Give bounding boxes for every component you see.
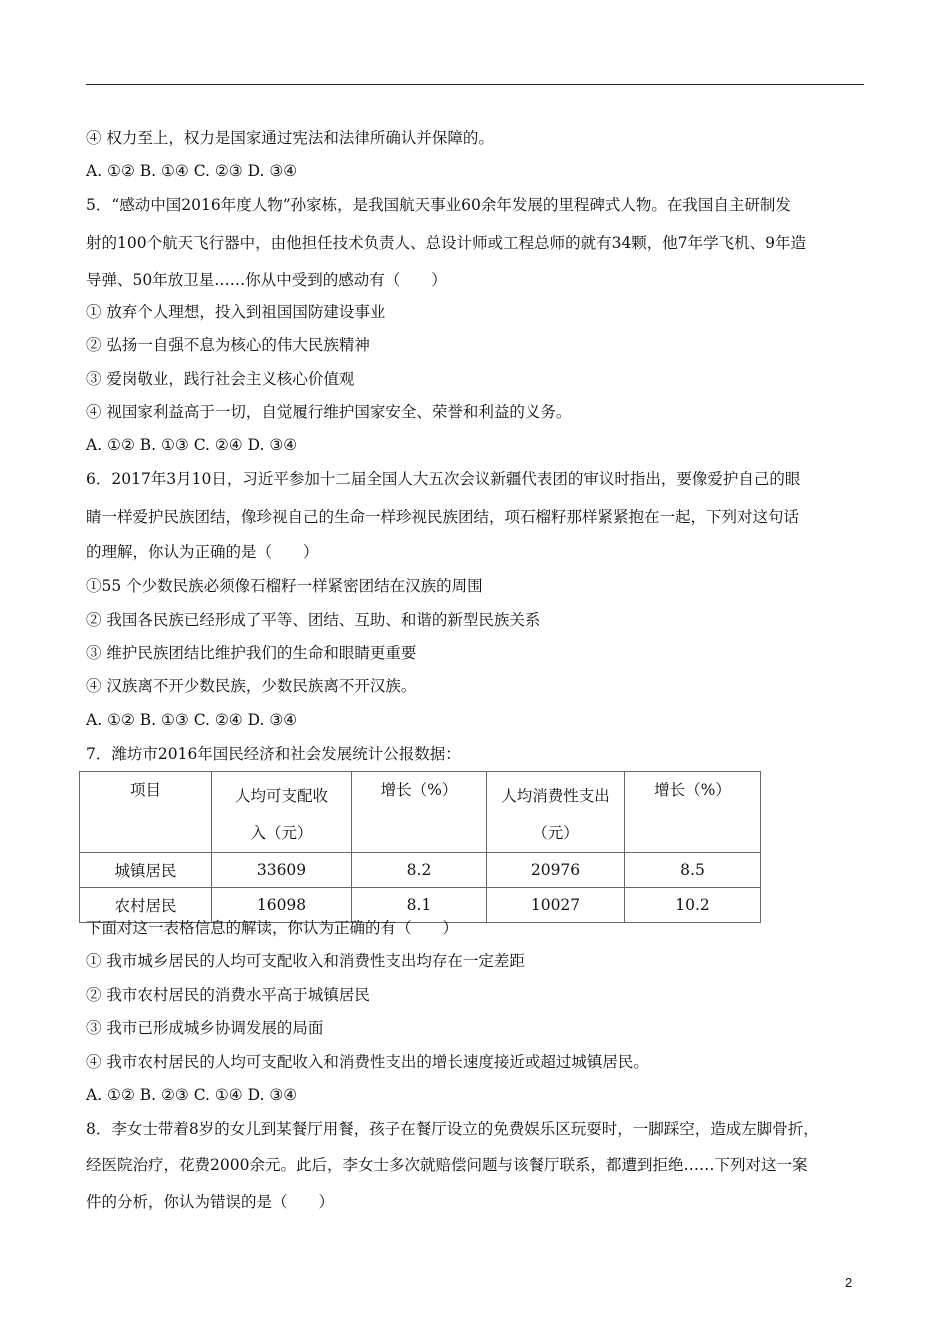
table-cell: 8.1 (352, 888, 487, 923)
question-text: 射的100个航天飞行器中，由他担任技术负责人、总设计师或工程总师的就有34颗，他7年学飞机、9年造 (86, 234, 807, 252)
option-line: ③ 爱岗敬业，践行社会主义核心价值观 (86, 370, 355, 388)
option-line: ③ 我市已形成城乡协调发展的局面 (86, 1019, 324, 1037)
table-header-row (80, 772, 761, 853)
table-cell: 10.2 (625, 888, 761, 923)
table-cell: 城镇居民 (80, 853, 212, 888)
table-cell: 10027 (487, 888, 625, 923)
table-header-cell: 人均消费性支出 （元） (487, 772, 625, 853)
question-text: 8．李女士带着8岁的女儿到某餐厅用餐，孩子在餐厅设立的免费娱乐区玩耍时，一脚踩空，造成左脚骨折， (86, 1120, 819, 1138)
answer-choices: A. ①② B. ②③ C. ①④ D. ③④ (86, 1086, 298, 1104)
question-text: 6．2017年3月10日，习近平参加十二届全国人大五次会议新疆代表团的审议时指出，要像爱护自己的眼 (86, 470, 801, 488)
option-line: ② 我国各民族已经形成了平等、团结、互助、和谐的新型民族关系 (86, 611, 541, 629)
question-text: 睛一样爱护民族团结，像珍视自己的生命一样珍视民族团结，项石榴籽那样紧紧抱在一起，下列对这句话 (86, 508, 800, 526)
option-line: ③ 维护民族团结比维护我们的生命和眼睛更重要 (86, 644, 417, 662)
option-line: ④ 我市农村居民的人均可支配收入和消费性支出的增长速度接近或超过城镇居民。 (86, 1053, 649, 1071)
table-cell: 16098 (212, 888, 352, 923)
option-line: ② 弘扬一自强不息为核心的伟大民族精神 (86, 336, 370, 354)
table-cell: 农村居民 (80, 888, 212, 923)
option-line: ① 我市城乡居民的人均可支配收入和消费性支出均存在一定差距 (86, 952, 525, 970)
question-text: 7．潍坊市2016年国民经济和社会发展统计公报数据： (86, 745, 461, 763)
table-header-cell: 人均可支配收 入（元） (212, 772, 352, 853)
table-header-cell: 项目 (80, 772, 212, 853)
table-cell: 8.2 (352, 853, 487, 888)
table-row (80, 853, 761, 888)
question-text: 件的分析，你认为错误的是（ ） (86, 1193, 335, 1211)
question-text: 导弹、50年放卫星……你从中受到的感动有（ ） (86, 271, 447, 289)
question-text: 下面对这一表格信息的解读，你认为正确的有（ ） (86, 919, 459, 937)
option-line: ② 我市农村居民的消费水平高于城镇居民 (86, 986, 370, 1004)
question-text: 的理解，你认为正确的是（ ） (86, 543, 319, 561)
question-text: 5．“感动中国2016年度人物”孙家栋，是我国航天事业60余年发展的里程碑式人物。在我国自主研制发 (86, 196, 791, 214)
answer-choices: A. ①② B. ①④ C. ②③ D. ③④ (86, 162, 298, 180)
table-header-cell: 增长（%） (625, 772, 761, 853)
option-line: ④ 汉族离不开少数民族，少数民族离不开汉族。 (86, 677, 417, 695)
question-text: 经医院治疗，花费2000余元。此后，李女士多次就赔偿问题与该餐厅联系，都遭到拒绝……下列对这一案 (86, 1156, 808, 1174)
header-rule (86, 84, 864, 85)
table-cell: 8.5 (625, 853, 761, 888)
table-header-cell: 增长（%） (352, 772, 487, 853)
option-line: ④ 视国家利益高于一切，自觉履行维护国家安全、荣誉和利益的义务。 (86, 403, 572, 421)
option-line: ① 放弃个人理想，投入到祖国国防建设事业 (86, 303, 386, 321)
table-cell: 20976 (487, 853, 625, 888)
answer-choices: A. ①② B. ①③ C. ②④ D. ③④ (86, 711, 298, 729)
table-cell: 33609 (212, 853, 352, 888)
page-number: 2 (845, 1275, 853, 1290)
option-line: ④ 权力至上，权力是国家通过宪法和法律所确认并保障的。 (86, 129, 494, 147)
answer-choices: A. ①② B. ①③ C. ②④ D. ③④ (86, 436, 298, 454)
statistics-table (79, 771, 761, 923)
option-line: ①55 个少数民族必须像石榴籽一样紧密团结在汉族的周围 (86, 577, 483, 595)
